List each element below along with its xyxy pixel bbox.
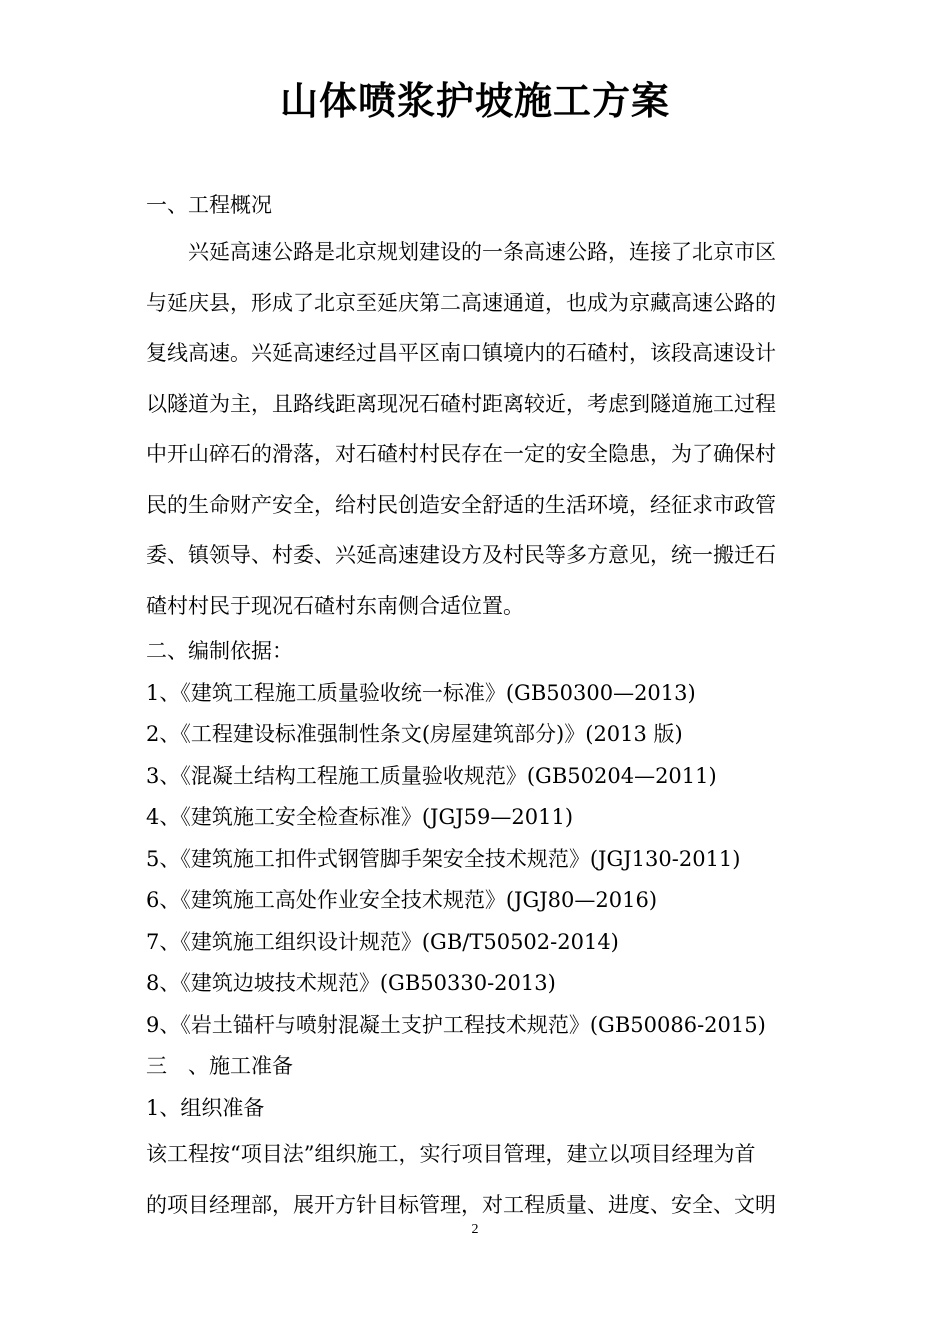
- overview-line: 复线高速。兴延高速经过昌平区南口镇境内的石碴村，该段高速设计: [146, 341, 776, 365]
- basis-item: 9、《岩土锚杆与喷射混凝土支护工程技术规范》(GB50086-2015): [146, 1012, 766, 1037]
- basis-item: 8、《建筑边坡技术规范》(GB50330-2013): [146, 971, 556, 995]
- overview-line: 中开山碎石的滑落，对石碴村村民存在一定的安全隐患，为了确保村: [146, 442, 776, 466]
- overview-line: 民的生命财产安全，给村民创造安全舒适的生活环境，经征求市政管: [146, 492, 776, 517]
- page-number: 2: [471, 1222, 479, 1237]
- document-title: 山体喷浆护坡施工方案: [279, 79, 670, 123]
- overview-line: 兴延高速公路是北京规划建设的一条高速公路，连接了北京市区: [188, 240, 776, 264]
- basis-item: 1、《建筑工程施工质量验收统一标准》(GB50300—2013): [146, 680, 696, 705]
- section-heading-basis: 二、编制依据：: [146, 639, 293, 663]
- overview-line: 与延庆县，形成了北京至延庆第二高速通道，也成为京藏高速公路的: [146, 290, 776, 315]
- basis-item: 2、《工程建设标准强制性条文(房屋建筑部分)》(2013 版): [146, 722, 683, 746]
- basis-item: 6、《建筑施工高处作业安全技术规范》(JGJ80—2016): [146, 888, 658, 912]
- basis-item: 4、《建筑施工安全检查标准》(JGJ59—2011): [146, 805, 574, 829]
- basis-item: 7、《建筑施工组织设计规范》(GB/T50502-2014): [146, 929, 619, 954]
- section-heading-overview: 一、工程概况: [146, 193, 272, 217]
- overview-line: 以隧道为主，且路线距离现况石碴村距离较近，考虑到隧道施工过程: [146, 391, 776, 416]
- basis-item: 5、《建筑施工扣件式钢管脚手架安全技术规范》(JGJ130-2011): [146, 846, 741, 871]
- basis-item: 3、《混凝土结构工程施工质量验收规范》(GB50204—2011): [146, 763, 717, 788]
- document-body: [146, 183, 818, 1230]
- overview-line: 碴村村民于现况石碴村东南侧合适位置。: [146, 593, 524, 618]
- organization-line: 该工程按“项目法”组织施工，实行项目管理，建立以项目经理为首: [146, 1142, 756, 1166]
- organization-line: 的项目经理部，展开方针目标管理，对工程质量、进度、安全、文明: [146, 1192, 776, 1217]
- overview-line: 委、镇领导、村委、兴延高速建设方及村民等多方意见，统一搬迁石: [146, 543, 776, 567]
- section-heading-preparation: 三 、施工准备: [146, 1054, 293, 1078]
- subsection-heading-organization: 1、组织准备: [146, 1095, 265, 1120]
